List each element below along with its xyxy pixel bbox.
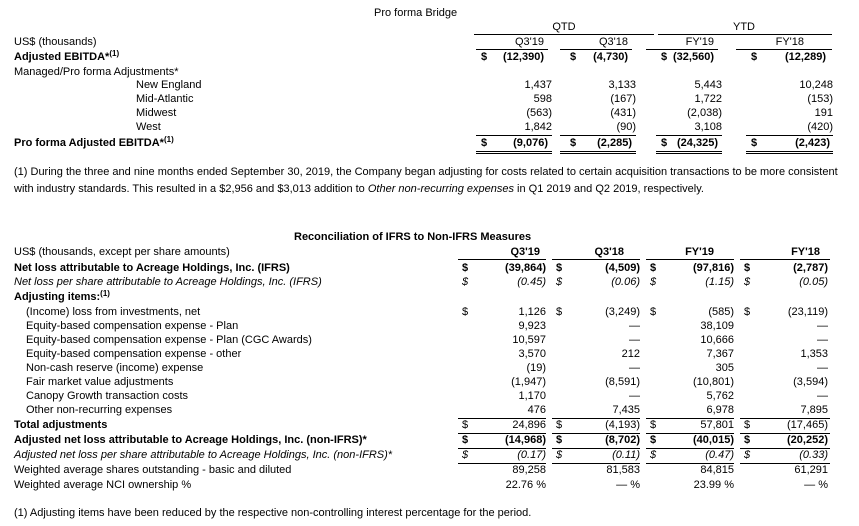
dollar-sign: $ — [556, 276, 563, 288]
cell-q3-19: (19) — [526, 362, 546, 374]
cell-q3-18: — — [629, 320, 640, 332]
bridge-total-rule — [560, 135, 636, 136]
cell-fy-19: (10,801) — [693, 376, 734, 388]
cell-fy-18: 1,353 — [800, 348, 828, 360]
bridge-row-new-england — [0, 80, 859, 94]
bridge-units: US$ (thousands) — [14, 36, 97, 48]
row-label: New England — [136, 79, 202, 91]
dollar-sign: $ — [570, 137, 577, 149]
bridge-header-rule — [476, 49, 548, 50]
dollar-sign: $ — [570, 51, 577, 63]
cell-q3-18: (8,702) — [605, 434, 640, 446]
bridge-row-midwest — [0, 108, 859, 122]
cell-fy-19: 5,762 — [706, 390, 734, 402]
recon-row-total-adjustments — [0, 420, 859, 434]
row-label: Net loss per share attributable to Acreage Holdings, Inc. (IFRS) — [14, 276, 322, 288]
cell-q3-19: 22.76 % — [505, 479, 546, 491]
recon-row-canopy-costs — [0, 391, 859, 405]
recon-row-equity-comp-other — [0, 349, 859, 363]
cell-q3-19: (1,947) — [511, 376, 546, 388]
row-label: Equity-based compensation expense - Plan (CGC Awards) — [26, 334, 312, 346]
cell-q3-19: (563) — [526, 107, 552, 119]
recon-row-nci-ownership — [0, 480, 859, 494]
bridge-total-rule — [746, 135, 833, 136]
cell-q3-19: (12,390) — [503, 51, 544, 63]
row-label: Weighted average shares outstanding - basic and diluted — [14, 464, 292, 476]
row-label: Other non-recurring expenses — [26, 404, 173, 416]
cell-q3-19: 10,597 — [512, 334, 546, 346]
cell-q3-19: 1,437 — [524, 79, 552, 91]
recon-row-non-cash-reserve — [0, 363, 859, 377]
dollar-sign: $ — [481, 51, 488, 63]
cell-q3-18: (2,285) — [597, 137, 632, 149]
cell-fy-19: (40,015) — [693, 434, 734, 446]
cell-fy-18: — — [817, 320, 828, 332]
dollar-sign: $ — [462, 449, 469, 461]
bridge-row-adjusted-ebitda — [0, 49, 859, 66]
cell-q3-18: 212 — [621, 348, 640, 360]
cell-fy-18: (20,252) — [787, 434, 828, 446]
dollar-sign: $ — [650, 419, 657, 431]
dollar-sign: $ — [744, 306, 751, 318]
cell-q3-18: (167) — [610, 93, 636, 105]
recon-header-rule — [646, 259, 734, 260]
row-label — [14, 49, 120, 63]
recon-row-adjusting-items — [0, 289, 859, 306]
bridge-row-mid-atlantic — [0, 94, 859, 108]
bridge-ytd-label: YTD — [733, 21, 755, 33]
recon-period-fy-18: FY'18 — [791, 246, 820, 258]
bridge-title: Pro forma Bridge — [374, 7, 458, 19]
cell-fy-19: 7,367 — [706, 348, 734, 360]
cell-q3-18: (0.11) — [612, 449, 640, 461]
cell-fy-19: 5,443 — [694, 79, 722, 91]
cell-fy-19: (2,038) — [687, 107, 722, 119]
cell-q3-18: (3,249) — [605, 306, 640, 318]
recon-period-fy-19: FY'19 — [685, 246, 714, 258]
bridge-header-rule — [646, 49, 718, 50]
cell-fy-18: (23,119) — [787, 306, 828, 318]
dollar-sign: $ — [481, 137, 488, 149]
recon-row-other-non-recurring — [0, 405, 859, 419]
row-label: (Income) loss from investments, net — [26, 306, 201, 318]
cell-q3-19: 476 — [527, 404, 546, 416]
cell-fy-18: (3,594) — [793, 376, 828, 388]
dollar-sign: $ — [650, 306, 657, 318]
row-label: Total adjustments — [14, 419, 108, 431]
dollar-sign: $ — [744, 276, 751, 288]
bridge-double-rule — [746, 151, 833, 154]
cell-fy-19: (24,325) — [677, 137, 718, 149]
row-label: Fair market value adjustments — [26, 376, 174, 388]
recon-header-rule — [458, 259, 546, 260]
bridge-period-q3-19: Q3'19 — [514, 36, 544, 48]
recon-period-q3-18: Q3'18 — [594, 246, 624, 258]
cell-q3-18: (0.06) — [611, 276, 640, 288]
cell-fy-19: 23.99 % — [693, 479, 734, 491]
cell-q3-19: 3,570 — [518, 348, 546, 360]
cell-q3-19: 1,126 — [518, 306, 546, 318]
cell-q3-18: — % — [616, 479, 640, 491]
cell-q3-18: — — [629, 362, 640, 374]
cell-fy-18: (0.33) — [799, 449, 828, 461]
row-label: Adjusted net loss per share attributable to Acreage Holdings, Inc. (non-IFRS)* — [14, 449, 393, 461]
cell-q3-18: 3,133 — [608, 79, 636, 91]
row-label-text: Pro forma Adjusted EBITDA* — [14, 137, 164, 149]
cell-q3-19: 9,923 — [518, 320, 546, 332]
recon-header-rule — [552, 259, 640, 260]
bridge-footnote — [14, 164, 844, 198]
cell-q3-18: — — [629, 334, 640, 346]
dollar-sign: $ — [556, 434, 563, 446]
footnote-ref: (1) — [100, 289, 110, 298]
bridge-ytd-underline — [658, 34, 832, 35]
dollar-sign: $ — [462, 276, 469, 288]
dollar-sign: $ — [462, 419, 469, 431]
dollar-sign: $ — [650, 434, 657, 446]
recon-row-net-loss-per-share — [0, 277, 859, 291]
cell-fy-18: (0.05) — [799, 276, 828, 288]
cell-q3-18: (90) — [616, 121, 636, 133]
dollar-sign: $ — [661, 51, 668, 63]
row-label-text: Adjusted EBITDA* — [14, 51, 110, 63]
cell-fy-18: — % — [804, 479, 828, 491]
recon-units: US$ (thousands, except per share amounts) — [14, 246, 230, 258]
row-label: Canopy Growth transaction costs — [26, 390, 189, 402]
footnote-ref: (1) — [109, 49, 120, 58]
cell-fy-19: 38,109 — [700, 320, 734, 332]
footnote-text-end: in Q1 2019 and Q2 2019, respectively. — [514, 183, 704, 195]
footnote-ref: (1) — [163, 135, 174, 144]
dollar-sign: $ — [744, 449, 751, 461]
cell-fy-19: 10,666 — [700, 334, 734, 346]
row-label: Managed/Pro forma Adjustments* — [14, 66, 179, 78]
recon-header-rule — [740, 259, 830, 260]
bridge-qtd-underline — [474, 34, 654, 35]
dollar-sign: $ — [744, 419, 751, 431]
bridge-double-rule — [476, 151, 552, 154]
row-label: Net loss attributable to Acreage Holdings, Inc. (IFRS) — [14, 262, 290, 274]
bridge-header-rule — [560, 49, 632, 50]
bridge-row-managed-adjustments — [0, 67, 859, 81]
cell-fy-19: 6,978 — [706, 404, 734, 416]
dollar-sign: $ — [751, 137, 758, 149]
row-label: Equity-based compensation expense - Plan — [26, 320, 239, 332]
cell-fy-19: (1.15) — [705, 276, 734, 288]
recon-row-weighted-shares — [0, 465, 859, 479]
recon-row-income-loss-investments — [0, 307, 859, 321]
dollar-sign: $ — [556, 449, 563, 461]
cell-fy-18: — — [817, 362, 828, 374]
dollar-sign: $ — [462, 262, 469, 274]
cell-q3-18: (4,193) — [605, 419, 640, 431]
cell-fy-19: (32,560) — [673, 51, 714, 63]
cell-q3-19: 1,842 — [524, 121, 552, 133]
cell-fy-18: — — [817, 390, 828, 402]
dollar-sign: $ — [462, 306, 469, 318]
row-label: Equity-based compensation expense - other — [26, 348, 242, 360]
row-label: Adjusted net loss attributable to Acreage Holdings, Inc. (non-IFRS)* — [14, 434, 367, 446]
recon-row-adjusted-net-loss — [0, 435, 859, 449]
cell-q3-19: (14,968) — [505, 434, 546, 446]
bridge-qtd-label: QTD — [552, 21, 576, 33]
cell-q3-18: (4,509) — [605, 262, 640, 274]
bridge-header-rule — [736, 49, 832, 50]
row-label — [14, 135, 174, 149]
cell-fy-18: 191 — [814, 107, 833, 119]
cell-fy-18: 61,291 — [794, 464, 828, 476]
row-label — [14, 289, 110, 303]
recon-title: Reconciliation of IFRS to Non-IFRS Measures — [294, 231, 532, 243]
row-label: Mid-Atlantic — [136, 93, 194, 105]
cell-q3-18: (8,591) — [605, 376, 640, 388]
bridge-total-rule — [476, 135, 552, 136]
bridge-row-west — [0, 122, 859, 136]
cell-q3-19: (0.17) — [517, 449, 546, 461]
cell-q3-19: (39,864) — [505, 262, 546, 274]
cell-fy-18: (12,289) — [785, 51, 826, 63]
dollar-sign: $ — [650, 276, 657, 288]
dollar-sign: $ — [751, 51, 758, 63]
cell-fy-19: 305 — [715, 362, 734, 374]
dollar-sign: $ — [556, 419, 563, 431]
recon-row-fair-market-value — [0, 377, 859, 391]
cell-fy-18: (2,423) — [795, 137, 830, 149]
bridge-row-pro-forma-adjusted-ebitda — [0, 135, 859, 152]
footnote-text: (1) During the three and nine months ended September 30, 2019, the Company began adjusting for costs related to certain acquisition transactions to be more consistent with industry standards. This resulted in a $2,956 and $3,013 addition to — [14, 166, 838, 195]
footnote-italic-text: Other non-recurring expenses — [367, 183, 514, 195]
recon-footnote: (1) Adjusting items have been reduced by the respective non-controlling interest percentage for the period. — [14, 507, 532, 519]
cell-fy-18: (17,465) — [787, 419, 828, 431]
cell-q3-19: (9,076) — [513, 137, 548, 149]
row-label-text: Adjusting items: — [14, 291, 101, 303]
cell-q3-19: 598 — [533, 93, 552, 105]
cell-q3-19: (0.45) — [517, 276, 546, 288]
dollar-sign: $ — [556, 306, 563, 318]
recon-row-adjusted-per-share — [0, 450, 859, 464]
dollar-sign: $ — [744, 434, 751, 446]
cell-q3-18: 7,435 — [612, 404, 640, 416]
recon-row-equity-comp-plan — [0, 321, 859, 335]
dollar-sign: $ — [650, 262, 657, 274]
cell-fy-19: 3,108 — [694, 121, 722, 133]
cell-q3-18: 81,583 — [606, 464, 640, 476]
row-label: Non-cash reserve (income) expense — [26, 362, 204, 374]
cell-fy-18: (420) — [807, 121, 833, 133]
cell-q3-18: (431) — [610, 107, 636, 119]
dollar-sign: $ — [462, 434, 469, 446]
cell-fy-18: (153) — [807, 93, 833, 105]
cell-fy-19: 1,722 — [694, 93, 722, 105]
cell-fy-19: (0.47) — [705, 449, 734, 461]
cell-fy-19: (97,816) — [693, 262, 734, 274]
cell-fy-19: (585) — [708, 306, 734, 318]
bridge-period-fy-19: FY'19 — [685, 36, 714, 48]
recon-row-equity-comp-cgc — [0, 335, 859, 349]
cell-fy-18: 10,248 — [799, 79, 833, 91]
recon-period-q3-19: Q3'19 — [510, 246, 540, 258]
cell-q3-19: 89,258 — [512, 464, 546, 476]
bridge-period-fy-18: FY'18 — [775, 36, 804, 48]
dollar-sign: $ — [744, 262, 751, 274]
cell-q3-18: (4,730) — [593, 51, 628, 63]
bridge-double-rule — [656, 151, 722, 154]
cell-q3-19: 24,896 — [512, 419, 546, 431]
cell-fy-18: — — [817, 334, 828, 346]
cell-fy-18: (2,787) — [793, 262, 828, 274]
dollar-sign: $ — [650, 449, 657, 461]
row-label: West — [136, 121, 161, 133]
cell-q3-18: — — [629, 390, 640, 402]
bridge-double-rule — [560, 151, 636, 154]
bridge-total-rule — [656, 135, 722, 136]
cell-fy-18: 7,895 — [800, 404, 828, 416]
dollar-sign: $ — [661, 137, 668, 149]
cell-fy-19: 84,815 — [700, 464, 734, 476]
recon-row-net-loss — [0, 263, 859, 277]
row-label: Midwest — [136, 107, 177, 119]
dollar-sign: $ — [556, 262, 563, 274]
cell-fy-19: 57,801 — [700, 419, 734, 431]
bridge-period-q3-18: Q3'18 — [598, 36, 628, 48]
cell-q3-19: 1,170 — [518, 390, 546, 402]
row-label: Weighted average NCI ownership % — [14, 479, 192, 491]
